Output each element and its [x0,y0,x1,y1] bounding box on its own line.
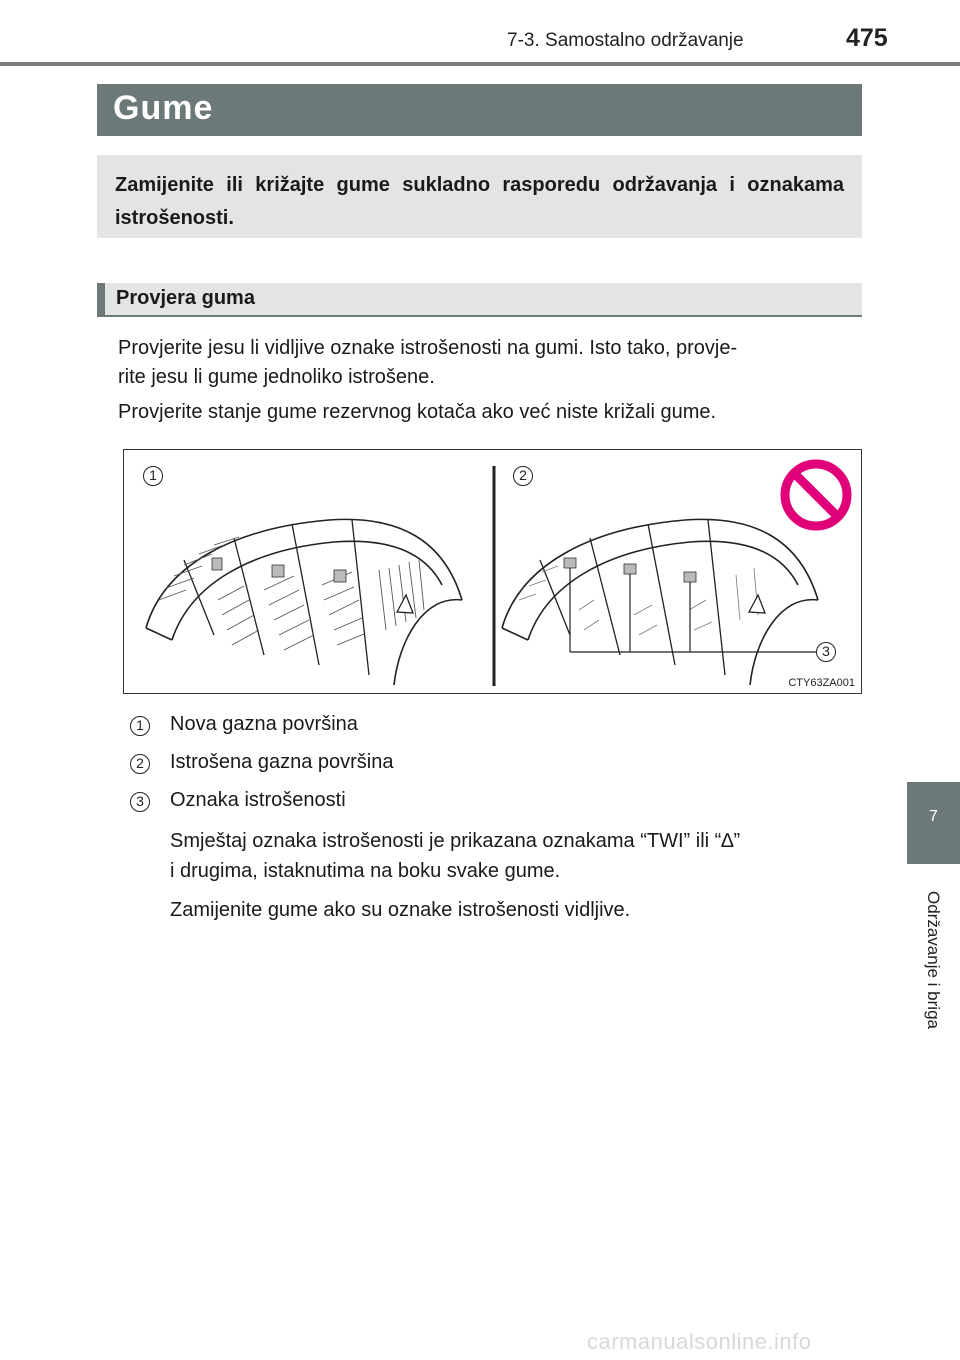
chapter-number: 7 [929,808,938,825]
figure-code: CTY63ZA001 [788,677,855,689]
chapter-tab [907,782,960,864]
note-line: Smještaj oznaka istrošenosti je prikazana oznakama “TWI” ili “∆” [170,830,741,852]
legend-number: 2 [130,754,150,774]
paragraph: Provjerite stanje gume rezervnog kotača ako već niste križali gume. [118,401,717,423]
legend-number: 3 [130,792,150,812]
note-line: i drugima, istaknutima na boku svake gume. [170,860,561,882]
header-section-title: 7-3. Samostalno održavanje [507,30,744,51]
chapter-label: Održavanje i briga [924,891,943,1029]
legend-text: Nova gazna površina [170,713,358,735]
section-header [97,84,862,136]
subsection-title: Provjera guma [116,287,255,309]
summary-box [97,155,862,238]
callout-2: 2 [513,466,533,486]
legend-text: Istrošena gazna površina [170,751,394,773]
legend-text: Oznaka istrošenosti [170,789,346,811]
tire-tread-illustration [124,450,862,694]
note: Zamijenite gume ako su oznake istrošenosti vidljive. [170,899,631,921]
watermark: carmanualsonline.info [587,1329,812,1354]
tire-tread-figure [123,449,862,694]
paragraph-line: rite jesu li gume jednoliko istrošene. [118,366,435,388]
callout-3: 3 [816,642,836,662]
header-divider [0,62,960,66]
callout-1: 1 [143,466,163,486]
page-number: 475 [846,24,888,52]
legend-number: 1 [130,716,150,736]
paragraph-line: Provjerite jesu li vidljive oznake istrošenosti na gumi. Isto tako, provje- [118,337,738,359]
summary-text: Zamijenite ili križajte gume sukladno rasporedu održavanja i oznakama istrošenosti. [115,174,844,229]
subsection-header [97,283,862,317]
section-title: Gume [113,89,214,127]
